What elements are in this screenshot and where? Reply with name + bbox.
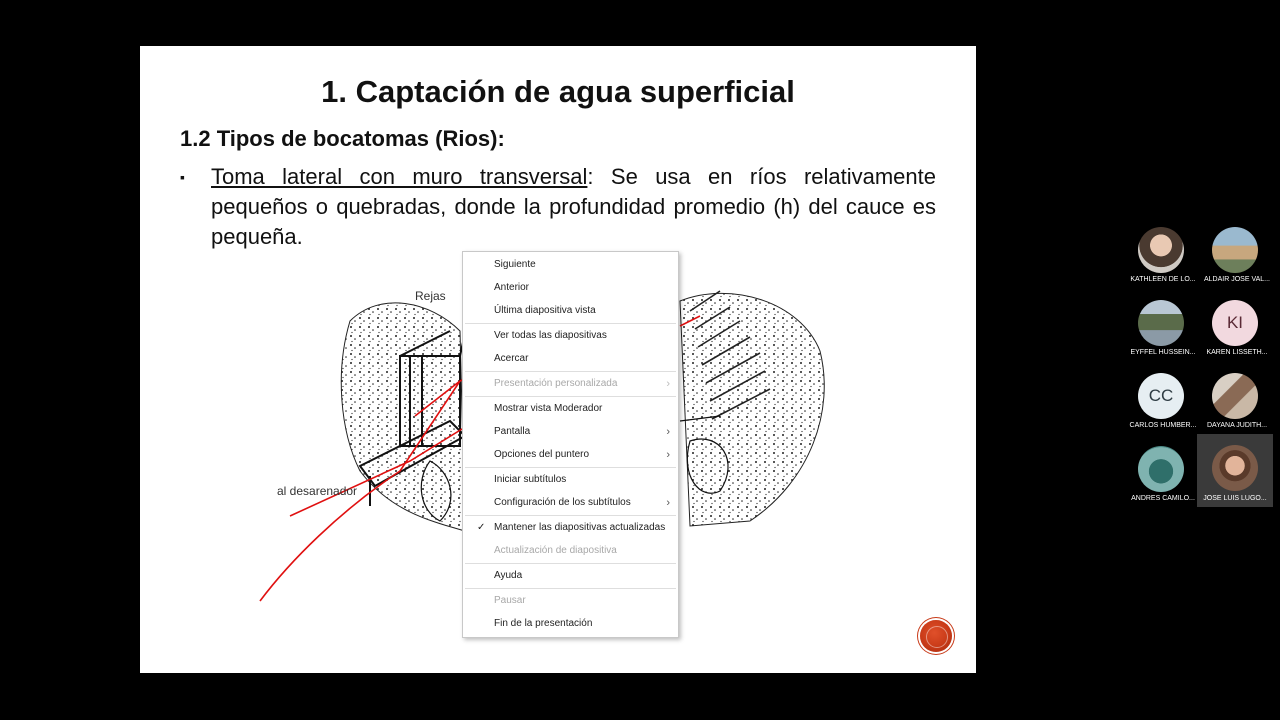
menu-label: Iniciar subtítulos — [494, 474, 567, 485]
menu-item-fin-de-la-presentacion[interactable] — [463, 613, 678, 635]
chevron-right-icon: › — [666, 426, 670, 438]
avatar — [1212, 445, 1258, 491]
participant-tile[interactable] — [1126, 224, 1198, 296]
avatar: CC — [1138, 373, 1184, 419]
menu-label: Presentación personalizada — [494, 378, 618, 389]
participant-name: KAREN LISSETH... — [1206, 349, 1268, 356]
menu-item-anterior[interactable] — [463, 277, 678, 299]
menu-label: Configuración de los subtítulos — [494, 497, 631, 508]
avatar — [1138, 300, 1184, 346]
avatar: KI — [1212, 300, 1258, 346]
bullet-description: : Se usa en ríos relativamente pequeños o quebradas, donde la profundidad promedio (h) del cauce es pequeña. — [211, 164, 937, 249]
slide-subtitle: 1.2 Tipos de bocatomas (Rios): — [180, 126, 505, 151]
participant-name: ALDAIR JOSE VAL... — [1203, 276, 1270, 283]
slide-title: 1. Captación de agua superficial — [321, 74, 795, 109]
menu-item-ultima-diapositiva-vista[interactable] — [463, 300, 678, 322]
participant-tile-active[interactable] — [1197, 434, 1273, 507]
menu-item-siguiente[interactable] — [463, 254, 678, 276]
menu-item-mantener-diapositivas-actualizadas[interactable] — [463, 517, 678, 539]
participant-tile[interactable] — [1200, 370, 1272, 442]
menu-item-iniciar-subtitulos[interactable] — [463, 469, 678, 491]
menu-label: Siguiente — [494, 259, 536, 270]
bullet-paragraph — [180, 162, 936, 252]
menu-label: Opciones del puntero — [494, 449, 590, 460]
menu-separator — [465, 588, 676, 589]
slideshow-nav-button[interactable] — [920, 620, 952, 652]
menu-label: Anterior — [494, 282, 530, 293]
participant-tile[interactable] — [1126, 370, 1198, 442]
menu-item-actualizacion-de-diapositiva — [463, 540, 678, 562]
avatar — [1138, 227, 1184, 273]
participant-name: DAYANA JUDITH... — [1206, 422, 1268, 429]
bullet-marker: ▪ — [180, 169, 185, 185]
slideshow-context-menu — [462, 251, 679, 638]
chevron-right-icon: › — [666, 497, 670, 509]
participant-name: KATHLEEN DE LO... — [1130, 276, 1196, 283]
participant-tile[interactable] — [1126, 297, 1198, 369]
menu-label: Acercar — [494, 353, 529, 364]
avatar — [1212, 227, 1258, 273]
menu-item-pausar — [463, 590, 678, 612]
bullet-text — [211, 162, 936, 252]
check-icon: ✓ — [477, 522, 486, 533]
chevron-right-icon: › — [666, 449, 670, 461]
menu-separator — [465, 371, 676, 372]
menu-item-presentacion-personalizada — [463, 373, 678, 395]
label-rejas: Rejas — [415, 289, 446, 303]
participant-tile[interactable] — [1126, 443, 1198, 515]
bullet-underlined-term: Toma lateral con muro transversal — [211, 164, 588, 189]
participants-panel — [1126, 224, 1272, 510]
participant-name: JOSE LUIS LUGO... — [1203, 495, 1267, 502]
menu-item-mostrar-vista-moderador[interactable] — [463, 398, 678, 420]
avatar — [1138, 446, 1184, 492]
menu-label: Mantener las diapositivas actualizadas — [494, 522, 666, 533]
menu-label: Pausar — [494, 595, 526, 606]
menu-label: Ayuda — [494, 570, 523, 581]
participant-name: CARLOS HUMBER... — [1129, 422, 1197, 429]
chevron-right-icon: › — [666, 378, 670, 390]
menu-item-acercar[interactable] — [463, 348, 678, 370]
menu-separator — [465, 563, 676, 564]
menu-separator — [465, 515, 676, 516]
participant-tile[interactable] — [1200, 224, 1272, 296]
menu-label: Pantalla — [494, 426, 531, 437]
avatar — [1212, 373, 1258, 419]
menu-separator — [465, 467, 676, 468]
participant-tile[interactable] — [1200, 297, 1272, 369]
menu-separator — [465, 323, 676, 324]
label-desarenador: al desarenador — [277, 484, 358, 498]
menu-label: Ver todas las diapositivas — [494, 330, 607, 341]
menu-item-ayuda[interactable] — [463, 565, 678, 587]
menu-label: Última diapositiva vista — [494, 305, 596, 316]
menu-item-configuracion-subtitulos[interactable] — [463, 492, 678, 514]
menu-item-pantalla[interactable] — [463, 421, 678, 443]
menu-label: Actualización de diapositiva — [494, 545, 617, 556]
participant-name: ANDRES CAMILO... — [1131, 495, 1195, 502]
menu-item-ver-todas[interactable] — [463, 325, 678, 347]
menu-separator — [465, 396, 676, 397]
menu-item-opciones-del-puntero[interactable] — [463, 444, 678, 466]
menu-label: Mostrar vista Moderador — [494, 403, 603, 414]
participant-name: EYFFEL HUSSEIN... — [1130, 349, 1196, 356]
menu-label: Fin de la presentación — [494, 618, 593, 629]
